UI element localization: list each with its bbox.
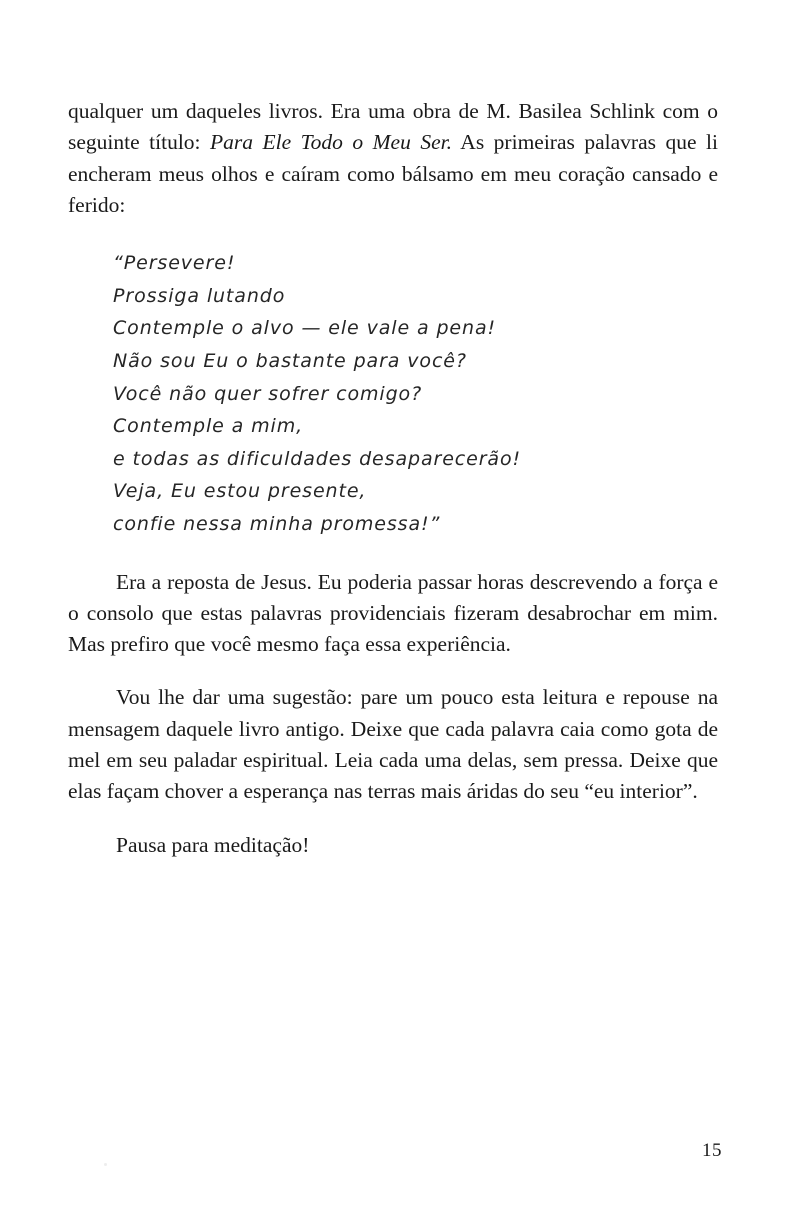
page-number: 15 [702,1140,722,1161]
paragraph-spacer [68,660,718,682]
paragraph-suggestion: Vou lhe dar uma sugestão: pare um pouco esta leitura e repouse na mensagem daquele livro antigo. Deixe que cada palavra caia como gota de mel em seu paladar espiritual. Leia cada uma delas, sem pressa. Deixe que elas façam chover a esperança nas terras mais áridas do seu “eu interior”. [68,685,718,804]
paragraph-jesus-response: Era a reposta de Jesus. Eu poderia passar horas descrevendo a força e o consolo que estas palavras providenciais fizeram desabrochar em mim. Mas prefiro que você mesmo faça essa experiência. [68,569,718,657]
poem-line: Você não quer sofrer comigo? [113,382,423,405]
page-text-block [68,96,718,861]
poem-line: Prossiga lutando [113,284,286,307]
poem-line: Contemple a mim, [113,415,304,438]
paragraph-opening-text-part-1: qualquer um daqueles livros. Era uma obra de M. Basilea Schlink com o seguinte título: [68,99,718,155]
poem-line: Não sou Eu o bastante para você? [113,349,467,372]
poem-lines [113,247,718,540]
paragraph-spacer [68,808,718,830]
paragraph-opening-text-part-2: As primeiras palavras que li encheram meus olhos e caíram como bálsamo em meu coração cansado e ferido: [68,130,718,217]
poem-line: Veja, Eu estou presente, [113,480,367,503]
poem-line: Contemple o alvo — ele vale a pena! [113,317,497,340]
book-title-italic: Para Ele Todo o Meu Ser. [210,130,452,155]
paragraph-pause-meditation: Pausa para meditação! [116,832,310,857]
poem-blockquote [68,247,718,540]
paragraph-opening [68,96,718,221]
scan-artifact-speck [104,1163,107,1166]
poem-line: confie nessa minha promessa!” [113,512,441,535]
poem-line: e todas as dificuldades desaparecerão! [113,447,522,470]
poem-line: “Persevere! [113,252,236,275]
